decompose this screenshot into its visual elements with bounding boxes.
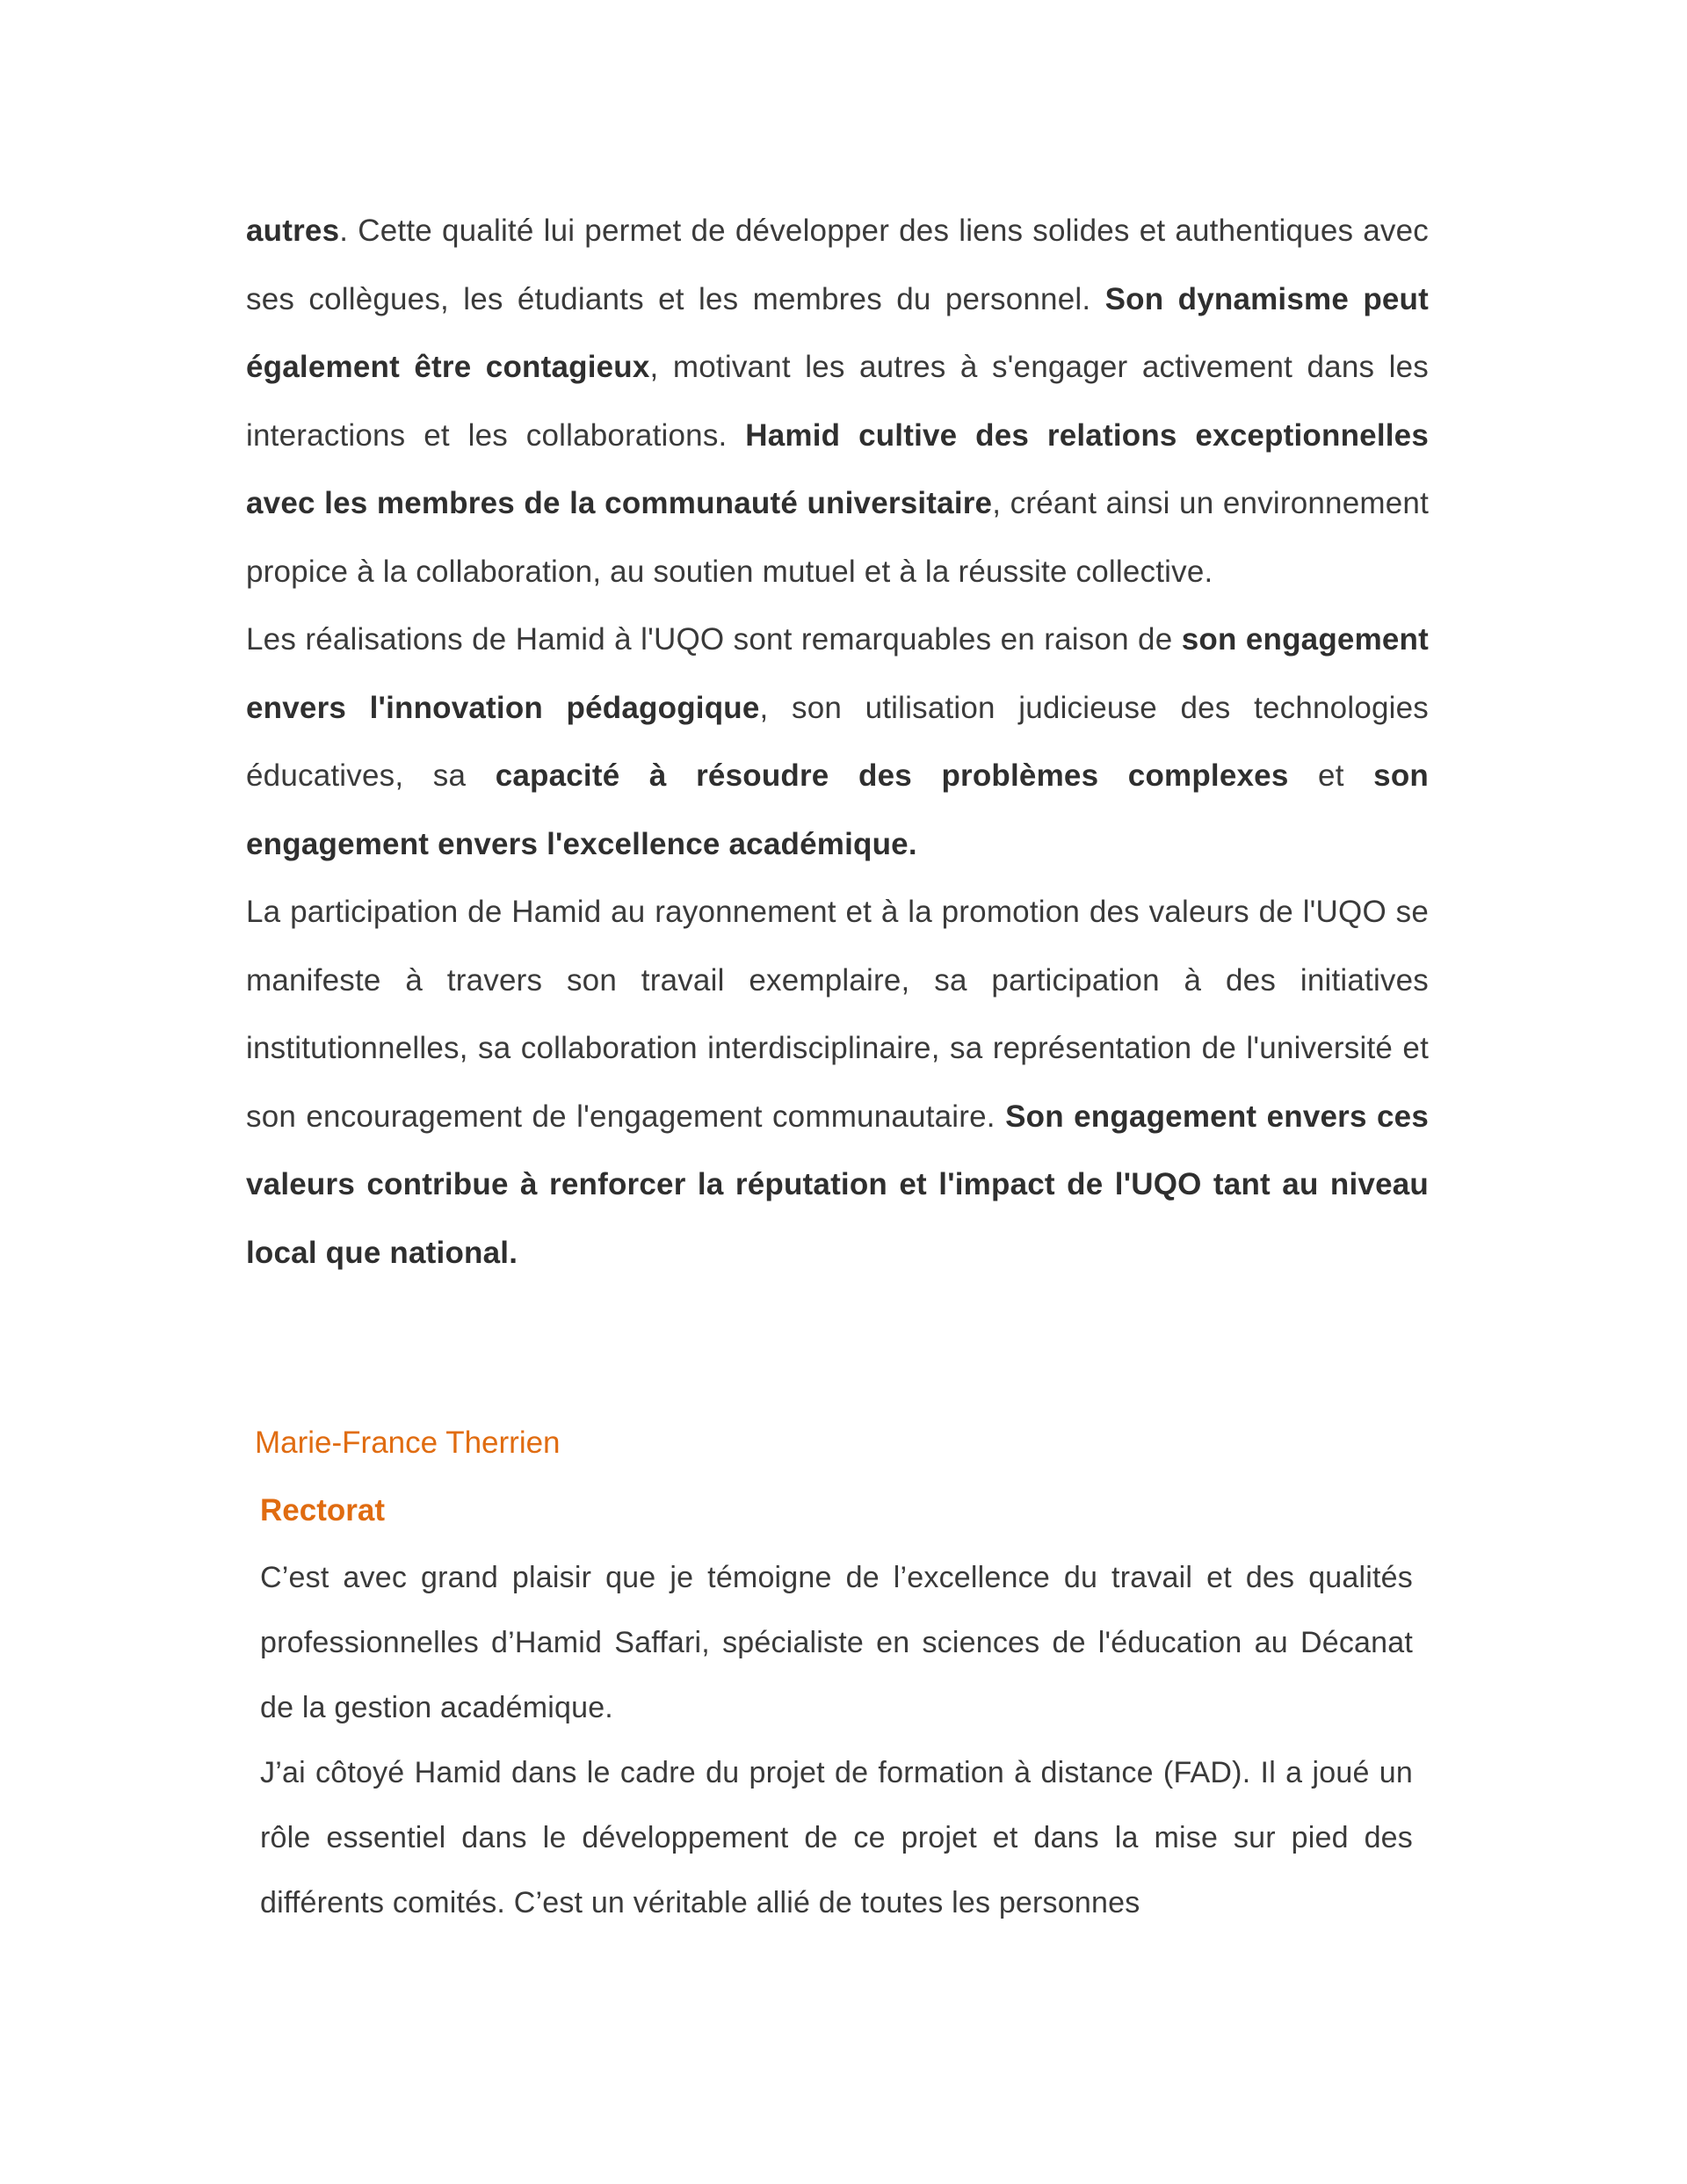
text-span: La participation de Hamid au rayonnement et à la promotion des valeurs de l'UQO se manifeste à travers son travail exemplaire, sa participation à des initiatives institutionnelles, sa collaboration interdisciplinaire, sa représentation de l'université et son encouragement de l'engagement communautaire. <box>246 895 1429 1134</box>
testimonial-body-2 <box>260 1545 1413 1935</box>
paragraph-1 <box>246 197 1429 606</box>
paragraph-3 <box>246 878 1429 1287</box>
bold-span: capacité à résoudre des problèmes complexes <box>495 758 1289 793</box>
testimonial-body-1 <box>246 197 1429 1287</box>
text-span: , son utilisation judicieuse des technologies éducatives, sa <box>246 690 1429 793</box>
paragraph-5 <box>260 1740 1413 1935</box>
signatory-name: Marie-France Therrien <box>255 1426 561 1460</box>
text-span: et <box>1288 758 1374 793</box>
bold-span: son engagement envers l'innovation pédagogique <box>246 622 1429 725</box>
signatory-department: Rectorat <box>260 1493 385 1527</box>
paragraph-2 <box>246 606 1429 878</box>
text-span: J’ai côtoyé Hamid dans le cadre du projet de formation à distance (FAD). Il a joué un rôle essentiel dans le développement de ce projet et dans la mise sur pied des différents comités. C’est un véritable allié de toutes les personnes <box>260 1756 1413 1919</box>
text-span: , créant ainsi un environnement propice à la collaboration, au soutien mutuel et à la réussite collective. <box>246 486 1429 589</box>
bold-span: Hamid cultive des relations exceptionnelles avec les membres de la communauté universitaire <box>246 417 1429 520</box>
paragraph-4 <box>260 1545 1413 1740</box>
text-span: Les réalisations de Hamid à l'UQO sont remarquables en raison de <box>246 622 1182 657</box>
bold-span: Son engagement envers ces valeurs contribue à renforcer la réputation et l'impact de l'UQO tant au niveau local que national. <box>246 1099 1429 1270</box>
bold-span: autres <box>246 214 340 248</box>
bold-span: Son dynamisme peut également être contagieux <box>246 281 1429 384</box>
text-span: C’est avec grand plaisir que je témoigne de l’excellence du travail et des qualités professionnelles d’Hamid Saffari, spécialiste en sciences de l'éducation au Décanat de la gestion académique. <box>260 1561 1413 1724</box>
text-span: , motivant les autres à s'engager activement dans les interactions et les collaborations. <box>246 350 1429 453</box>
text-span: . Cette qualité lui permet de développer des liens solides et authentiques avec ses collègues, les étudiants et les membres du personnel. <box>246 214 1429 316</box>
bold-span: son engagement envers l'excellence académique. <box>246 758 1429 861</box>
